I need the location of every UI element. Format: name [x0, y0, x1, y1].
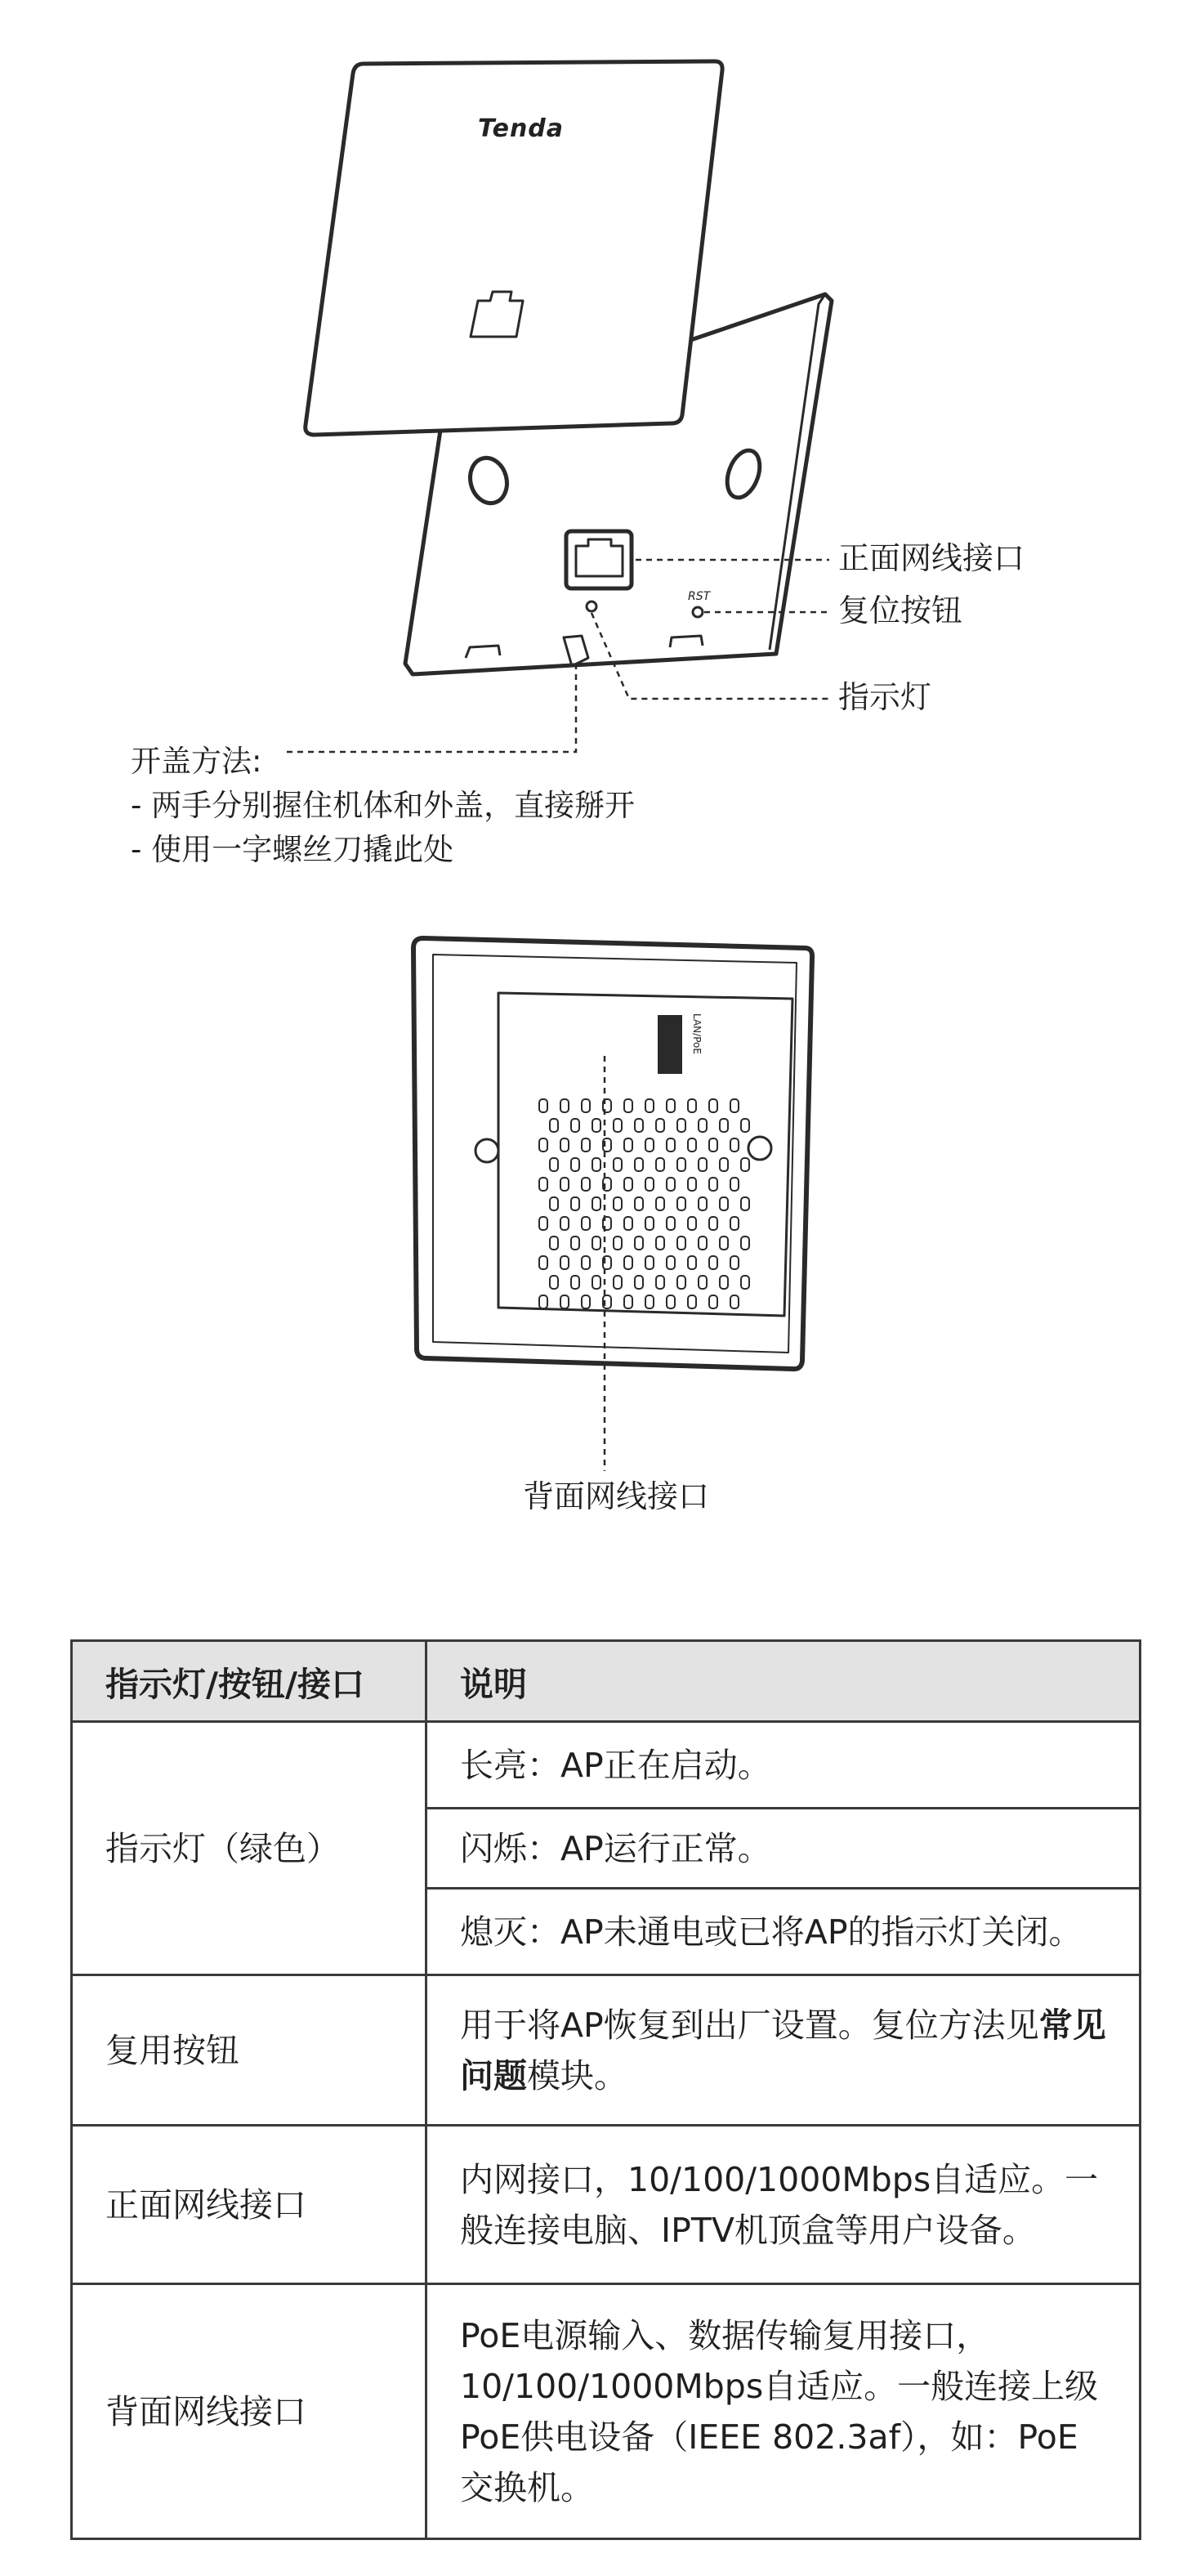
vent-slot: [688, 1178, 696, 1191]
vent-slot: [571, 1158, 579, 1171]
vent-slot: [592, 1119, 600, 1132]
vent-slot: [550, 1119, 558, 1132]
vent-slot: [656, 1276, 664, 1289]
vent-slot: [582, 1295, 590, 1308]
table-header-row: [72, 1641, 1141, 1722]
vent-slot: [730, 1295, 739, 1308]
open-method-title: 开盖方法:: [131, 744, 262, 779]
vent-slot: [560, 1099, 569, 1112]
vent-slot: [624, 1178, 632, 1191]
table-row: [72, 1722, 1141, 1809]
indicator-state-blink: 闪烁：AP运行正常。: [426, 1809, 1141, 1889]
callout-reset-button: 复位按钮: [838, 593, 963, 628]
vent-slot: [635, 1158, 643, 1171]
vent-slot: [624, 1138, 632, 1152]
back-view-frame: [413, 938, 812, 1369]
vent-slot: [539, 1138, 547, 1152]
header-description: 说明: [426, 1641, 1141, 1722]
vent-slot: [624, 1256, 632, 1269]
vent-slot: [667, 1256, 675, 1269]
vent-slot: [677, 1276, 685, 1289]
vent-slot: [720, 1237, 728, 1250]
vent-slot: [645, 1099, 654, 1112]
spec-table: [70, 1639, 1141, 2540]
vent-slot: [699, 1119, 707, 1132]
vent-slot: [571, 1197, 579, 1210]
vent-slot: [571, 1237, 579, 1250]
vent-slot: [635, 1119, 643, 1132]
vent-slot: [688, 1295, 696, 1308]
row-reset-name: 复用按钮: [72, 1975, 426, 2126]
vent-slot: [667, 1217, 675, 1230]
indicator-state-on: 长亮：AP正在启动。: [426, 1722, 1141, 1809]
vent-slot: [550, 1158, 558, 1171]
vent-slot: [645, 1295, 654, 1308]
indicator-state-off: 熄灭：AP未通电或已将AP的指示灯关闭。: [426, 1889, 1141, 1975]
vent-slot: [709, 1138, 717, 1152]
vent-slot: [560, 1178, 569, 1191]
open-method-note: [131, 740, 635, 872]
vent-slot: [699, 1237, 707, 1250]
vent-slot: [720, 1276, 728, 1289]
vent-slot: [730, 1099, 739, 1112]
vent-slot: [730, 1256, 739, 1269]
row-reset-desc: [426, 1975, 1141, 2126]
vent-grid: [539, 1099, 749, 1308]
vent-slot: [720, 1197, 728, 1210]
vent-slot: [539, 1295, 547, 1308]
vent-slot: [709, 1217, 717, 1230]
row-front-port-desc: 内网接口，10/100/1000Mbps自适应。一般连接电脑、IPTV机顶盒等用户设备。: [426, 2126, 1141, 2284]
vent-slot: [677, 1158, 685, 1171]
vent-slot: [550, 1197, 558, 1210]
vent-slot: [709, 1099, 717, 1112]
vent-slot: [688, 1256, 696, 1269]
vent-slot: [741, 1158, 749, 1171]
vent-slot: [592, 1158, 600, 1171]
vent-slot: [560, 1295, 569, 1308]
vent-slot: [539, 1256, 547, 1269]
vent-slot: [614, 1197, 622, 1210]
vent-slot: [560, 1217, 569, 1230]
vent-slot: [720, 1119, 728, 1132]
vent-slot: [656, 1237, 664, 1250]
lan-poe-label: LAN/PoE: [691, 1013, 703, 1054]
vent-slot: [582, 1256, 590, 1269]
vent-slot: [550, 1276, 558, 1289]
vent-slot: [667, 1178, 675, 1191]
vent-slot: [645, 1178, 654, 1191]
vent-slot: [709, 1178, 717, 1191]
vent-slot: [614, 1276, 622, 1289]
vent-slot: [635, 1197, 643, 1210]
vent-slot: [624, 1217, 632, 1230]
vent-slot: [667, 1295, 675, 1308]
vent-slot: [667, 1138, 675, 1152]
back-screw-right: [748, 1137, 771, 1160]
vent-slot: [667, 1099, 675, 1112]
vent-slot: [624, 1099, 632, 1112]
table-row: [72, 2126, 1141, 2284]
vent-slot: [709, 1256, 717, 1269]
vent-slot: [582, 1217, 590, 1230]
vent-slot: [624, 1295, 632, 1308]
callout-front-port: 正面网线接口: [838, 540, 1025, 576]
vent-slot: [699, 1197, 707, 1210]
vent-slot: [592, 1237, 600, 1250]
vent-slot: [635, 1276, 643, 1289]
vent-slot: [688, 1099, 696, 1112]
open-method-step-1: - 两手分别握住机体和外盖，直接掰开: [131, 788, 636, 823]
brand-logo-text: Tenda: [478, 114, 565, 143]
vent-slot: [582, 1138, 590, 1152]
reset-desc-suffix: 模块。: [527, 2055, 627, 2095]
vent-slot: [582, 1099, 590, 1112]
vent-slot: [539, 1217, 547, 1230]
vent-slot: [677, 1119, 685, 1132]
table-row: [72, 1975, 1141, 2126]
row-back-port-name: 背面网线接口: [72, 2284, 426, 2539]
open-method-step-2: - 使用一字螺丝刀撬此处: [131, 832, 454, 867]
vent-slot: [560, 1256, 569, 1269]
vent-slot: [571, 1276, 579, 1289]
vent-slot: [560, 1138, 569, 1152]
vent-slot: [699, 1158, 707, 1171]
vent-slot: [741, 1276, 749, 1289]
reset-desc-prefix: 用于将AP恢复到出厂设置。复位方法见: [460, 2005, 1039, 2045]
vent-slot: [709, 1295, 717, 1308]
leader-open-method: [282, 664, 576, 752]
vent-slot: [730, 1178, 739, 1191]
vent-slot: [582, 1178, 590, 1191]
vent-slot: [688, 1138, 696, 1152]
vent-slot: [635, 1237, 643, 1250]
vent-slot: [645, 1138, 654, 1152]
row-indicator-name: 指示灯（绿色）: [72, 1722, 426, 1975]
vent-slot: [539, 1099, 547, 1112]
vent-slot: [550, 1237, 558, 1250]
vent-slot: [592, 1197, 600, 1210]
vent-slot: [677, 1237, 685, 1250]
vent-slot: [688, 1217, 696, 1230]
vent-slot: [741, 1119, 749, 1132]
vent-slot: [741, 1237, 749, 1250]
vent-slot: [645, 1217, 654, 1230]
faq-link-text: 常见问题: [460, 2005, 1106, 2095]
vent-slot: [656, 1119, 664, 1132]
back-screw-left: [475, 1139, 498, 1162]
table-row: [72, 2284, 1141, 2539]
rst-label: RST: [688, 590, 711, 603]
back-lan-port: [658, 1015, 682, 1074]
vent-slot: [614, 1237, 622, 1250]
vent-slot: [699, 1276, 707, 1289]
callout-back-port: 背面网线接口: [523, 1478, 710, 1514]
vent-slot: [614, 1158, 622, 1171]
vent-slot: [645, 1256, 654, 1269]
vent-slot: [741, 1197, 749, 1210]
header-item: 指示灯/按钮/接口: [72, 1641, 426, 1722]
row-back-port-desc: PoE电源输入、数据传输复用接口，10/100/1000Mbps自适应。一般连接上级PoE供电设备（IEEE 802.3af），如：PoE交换机。: [426, 2284, 1141, 2539]
vent-slot: [730, 1217, 739, 1230]
vent-slot: [730, 1138, 739, 1152]
callout-indicator: 指示灯: [838, 679, 932, 715]
vent-slot: [720, 1158, 728, 1171]
vent-slot: [656, 1197, 664, 1210]
vent-slot: [656, 1158, 664, 1171]
vent-slot: [539, 1178, 547, 1191]
vent-slot: [592, 1276, 600, 1289]
vent-slot: [571, 1119, 579, 1132]
vent-slot: [614, 1119, 622, 1132]
vent-slot: [677, 1197, 685, 1210]
row-front-port-name: 正面网线接口: [72, 2126, 426, 2284]
